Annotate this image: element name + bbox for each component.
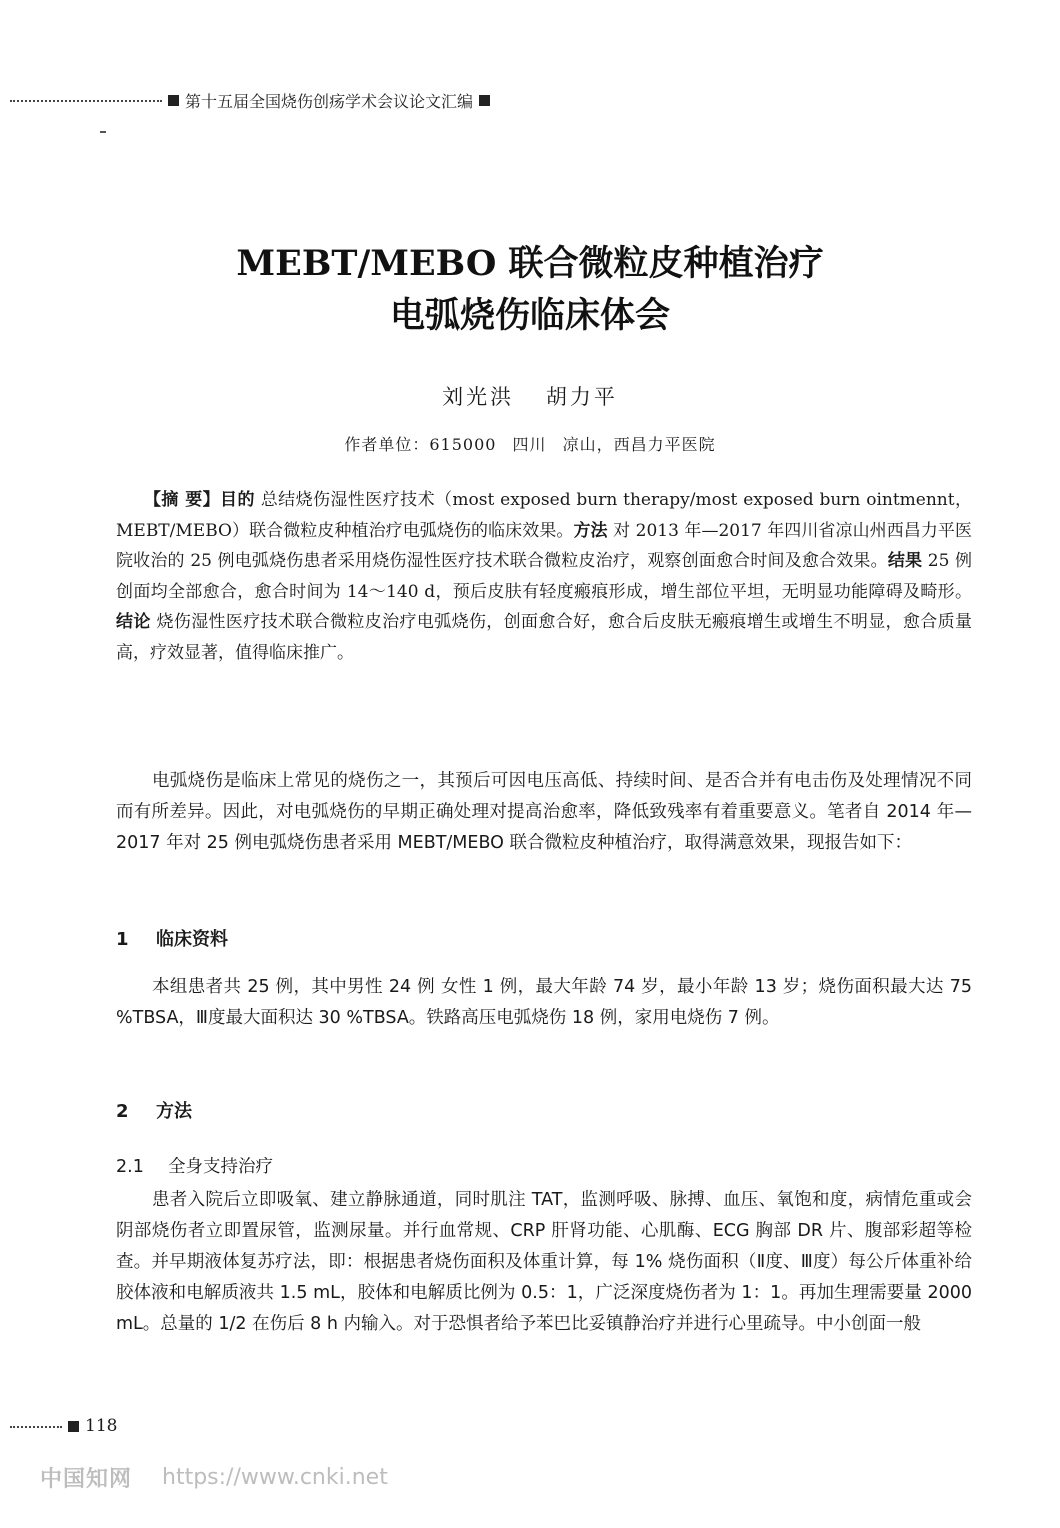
abstract-conclusion-keyword: 结论 [116,612,151,632]
abstract-purpose-keyword: 目的 [220,490,255,510]
authors: 刘光洪 胡力平 [442,385,618,409]
dotted-leader [10,1426,62,1428]
affiliation: 作者单位：615000 四川 凉山，西昌力平医院 [344,435,716,454]
section-1-title: 临床资料 [156,929,228,950]
subsection-2-1-title: 全身支持治疗 [168,1157,273,1177]
section-2-heading [116,1097,192,1123]
dotted-leader [10,100,162,102]
scan-mark [100,131,106,133]
abstract-conclusion: 烧伤湿性医疗技术联合微粒皮治疗电弧烧伤，创面愈合好，愈合后皮肤无瘢痕增生或增生不明显，愈合质量高，疗效显著，值得临床推广。 [116,612,972,663]
subsection-2-1-number: 2.1 [116,1157,144,1177]
running-title: 第十五届全国烧伤创疡学术会议论文汇编 [184,91,473,111]
section-2-1-paragraph: 患者入院后立即吸氧、建立静脉通道，同时肌注 TAT，监测呼吸、脉搏、血压、氧饱和度，病情危重或会阴部烧伤者立即置尿管，监测尿量。并行血常规、CRP 肝肾功能、心肌酶、ECG 胸部 DR 片、腹部彩超等检查。并早期液体复苏疗法，即：根据患者烧伤面积及体重计算，每 1% 烧伤面积（Ⅱ度、Ⅲ度）每公斤体重补给胶体液和电解质液共 1.5 mL，胶体和电解质比例为 0.5：1，广泛深度烧伤者为 1：1。再加生理需要量 2000 mL。总量的 1/2 在伤后 8 h 内输入。对于恐惧者给予苯巴比妥镇静治疗并进行心里疏导。中小创面一般 [116,1190,972,1334]
section-2-title: 方法 [156,1101,192,1122]
section-1-number: 1 [116,929,129,950]
watermark-logo: 中国知网 [40,1467,133,1492]
abstract-result: 25 例创面均全部愈合，愈合时间为 14～140 d，预后皮肤有轻度瘢痕形成，增生部位平坦，无明显功能障碍及畸形。 [116,551,972,602]
paper-title-line-2: 电弧烧伤临床体会 [389,295,670,336]
abstract-result-keyword: 结果 [887,551,923,571]
abstract [116,485,972,668]
section-1-paragraph: 本组患者共 25 例，其中男性 24 例 女性 1 例，最大年龄 74 岁，最小年龄 13 岁；烧伤面积最大达 75 %TBSA，Ⅲ度最大面积达 30 %TBSA。铁路高压电弧烧伤 18 例，家用电烧伤 7 例。 [116,977,972,1028]
abstract-label: 【摘 要】 [144,490,221,510]
cnki-watermark [40,1462,388,1493]
page-number: 118 [85,1416,118,1436]
square-bullet-icon [68,1421,79,1432]
abstract-method-keyword: 方法 [573,520,608,541]
paper-title-line-1: MEBT/MEBO 联合微粒皮种植治疗 [236,243,824,284]
section-2-number: 2 [116,1101,129,1122]
abstract-method: 对 2013 年—2017 年四川省凉山州西昌力平医院收治的 25 例电弧烧伤患者采用烧伤湿性医疗技术联合微粒皮治疗，观察创面愈合时间及愈合效果。 [116,520,973,571]
intro-paragraph: 电弧烧伤是临床上常见的烧伤之一，其预后可因电压高低、持续时间、是否合并有电击伤及处理情况不同而有所差异。因此，对电弧烧伤的早期正确处理对提高治愈率，降低致残率有着重要意义。笔者自 2014 年—2017 年对 25 例电弧烧伤患者采用 MEBT/MEBO 联合微粒皮种植治疗，取得满意效果，现报告如下： [116,771,972,853]
square-bullet-icon [168,95,179,106]
section-1-heading [116,925,228,951]
square-bullet-icon [479,95,490,106]
subsection-2-1-heading [116,1153,273,1178]
abstract-purpose: 总结烧伤湿性医疗技术（most exposed burn therapy/most exposed burn ointmennt，MEBT/MEBO）联合微粒皮种植治疗电弧烧伤的临床效果。 [116,490,972,541]
running-header [10,88,490,112]
watermark-url: https://www.cnki.net [162,1465,388,1490]
page-footer [10,1414,117,1438]
